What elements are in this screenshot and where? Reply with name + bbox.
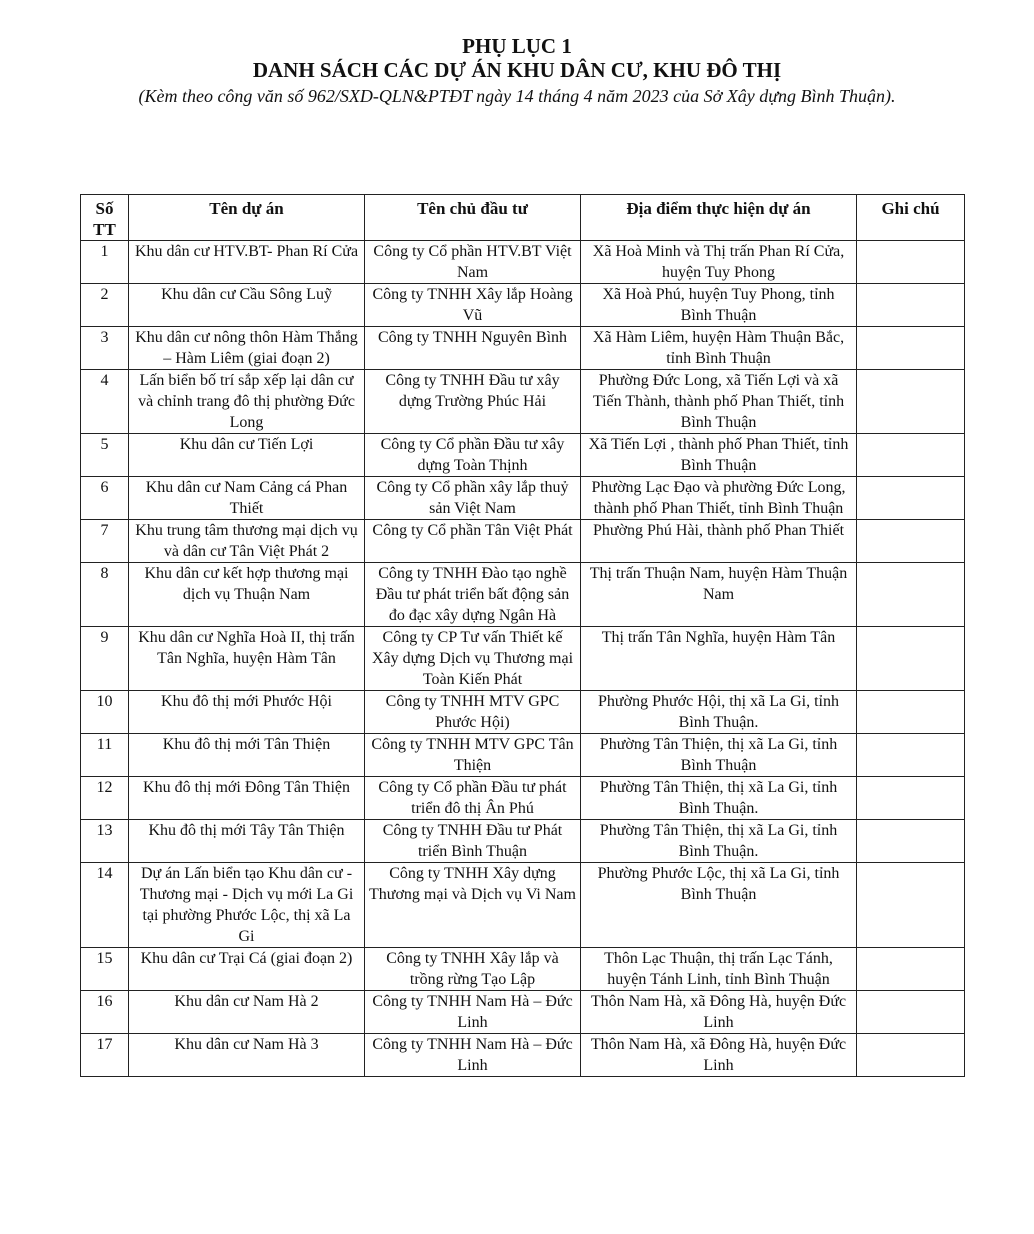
- cell-location: Thôn Nam Hà, xã Đông Hà, huyện Đức Linh: [581, 1034, 857, 1077]
- cell-location: Thôn Nam Hà, xã Đông Hà, huyện Đức Linh: [581, 991, 857, 1034]
- table-row: [81, 327, 965, 370]
- cell-investor: Công ty Cổ phần Đầu tư phát triển đô thị Ân Phú: [365, 777, 581, 820]
- cell-no: 13: [81, 820, 129, 863]
- cell-no: 9: [81, 627, 129, 691]
- cell-note: [857, 284, 965, 327]
- cell-note: [857, 434, 965, 477]
- document-header: [0, 34, 1034, 108]
- cell-investor: Công ty TNHH Đầu tư Phát triển Bình Thuận: [365, 820, 581, 863]
- cell-investor: Công ty TNHH Nguyên Bình: [365, 327, 581, 370]
- table-row: [81, 1034, 965, 1077]
- table-row: [81, 991, 965, 1034]
- document-page: [0, 34, 1034, 1234]
- cell-note: [857, 863, 965, 948]
- cell-no: 15: [81, 948, 129, 991]
- table-row: [81, 520, 965, 563]
- cell-project: Khu dân cư HTV.BT- Phan Rí Cửa: [129, 241, 365, 284]
- cell-location: Phường Đức Long, xã Tiến Lợi và xã Tiến Thành, thành phố Phan Thiết, tỉnh Bình Thuận: [581, 370, 857, 434]
- cell-location: Xã Hàm Liêm, huyện Hàm Thuận Bắc, tỉnh Bình Thuận: [581, 327, 857, 370]
- table-row: [81, 777, 965, 820]
- cell-investor: Công ty TNHH Đào tạo nghề Đầu tư phát triển bất động sản đo đạc xây dựng Ngân Hà: [365, 563, 581, 627]
- cell-investor: Công ty TNHH Nam Hà – Đức Linh: [365, 1034, 581, 1077]
- cell-project: Khu dân cư Nam Hà 2: [129, 991, 365, 1034]
- projects-table: [80, 194, 965, 1077]
- table-row: [81, 477, 965, 520]
- cell-note: [857, 627, 965, 691]
- cell-note: [857, 777, 965, 820]
- cell-no: 2: [81, 284, 129, 327]
- list-title: DANH SÁCH CÁC DỰ ÁN KHU DÂN CƯ, KHU ĐÔ THỊ: [252, 58, 782, 82]
- cell-no: 4: [81, 370, 129, 434]
- cell-note: [857, 520, 965, 563]
- cell-investor: Công ty TNHH MTV GPC Phước Hội): [365, 691, 581, 734]
- cell-location: Phường Tân Thiện, thị xã La Gi, tỉnh Bình Thuận: [581, 734, 857, 777]
- cell-location: Phường Phú Hài, thành phố Phan Thiết: [581, 520, 857, 563]
- cell-location: Thị trấn Thuận Nam, huyện Hàm Thuận Nam: [581, 563, 857, 627]
- cell-location: Phường Phước Hội, thị xã La Gi, tỉnh Bình Thuận.: [581, 691, 857, 734]
- cell-project: Khu dân cư Nghĩa Hoà II, thị trấn Tân Nghĩa, huyện Hàm Tân: [129, 627, 365, 691]
- table-row: [81, 691, 965, 734]
- cell-project: Khu trung tâm thương mại dịch vụ và dân cư Tân Việt Phát 2: [129, 520, 365, 563]
- cell-no: 10: [81, 691, 129, 734]
- cell-investor: Công ty Cổ phần xây lắp thuỷ sản Việt Nam: [365, 477, 581, 520]
- cell-no: 8: [81, 563, 129, 627]
- cell-note: [857, 820, 965, 863]
- header-no: Số TT: [81, 195, 129, 241]
- table-row: [81, 627, 965, 691]
- table-row: [81, 434, 965, 477]
- cell-note: [857, 734, 965, 777]
- cell-project: Khu dân cư Nam Hà 3: [129, 1034, 365, 1077]
- cell-project: Khu đô thị mới Đông Tân Thiện: [129, 777, 365, 820]
- table-row: [81, 948, 965, 991]
- cell-location: Xã Hoà Phú, huyện Tuy Phong, tỉnh Bình Thuận: [581, 284, 857, 327]
- cell-project: Khu dân cư Tiến Lợi: [129, 434, 365, 477]
- cell-investor: Công ty Cổ phần HTV.BT Việt Nam: [365, 241, 581, 284]
- cell-note: [857, 1034, 965, 1077]
- cell-project: Lấn biển bố trí sắp xếp lại dân cư và chỉnh trang đô thị phường Đức Long: [129, 370, 365, 434]
- table-row: [81, 284, 965, 327]
- cell-investor: Công ty CP Tư vấn Thiết kế Xây dựng Dịch vụ Thương mại Toàn Kiến Phát: [365, 627, 581, 691]
- cell-note: [857, 948, 965, 991]
- cell-no: 16: [81, 991, 129, 1034]
- table-row: [81, 563, 965, 627]
- cell-note: [857, 327, 965, 370]
- cell-investor: Công ty TNHH MTV GPC Tân Thiện: [365, 734, 581, 777]
- cell-location: Xã Tiến Lợi , thành phố Phan Thiết, tỉnh Bình Thuận: [581, 434, 857, 477]
- cell-project: Dự án Lấn biển tạo Khu dân cư - Thương mại - Dịch vụ mới La Gi tại phường Phước Lộc, thị xã La Gi: [129, 863, 365, 948]
- cell-project: Khu dân cư Nam Cảng cá Phan Thiết: [129, 477, 365, 520]
- cell-project: Khu dân cư Trại Cá (giai đoạn 2): [129, 948, 365, 991]
- cell-location: Phường Tân Thiện, thị xã La Gi, tỉnh Bình Thuận.: [581, 777, 857, 820]
- cell-project: Khu đô thị mới Phước Hội: [129, 691, 365, 734]
- cell-no: 11: [81, 734, 129, 777]
- cell-no: 12: [81, 777, 129, 820]
- reference-note: (Kèm theo công văn số 962/SXD-QLN&PTĐT ngày 14 tháng 4 năm 2023 của Sở Xây dựng Bình Thuận).: [138, 86, 896, 106]
- header-location: Địa điểm thực hiện dự án: [581, 195, 857, 241]
- cell-project: Khu đô thị mới Tây Tân Thiện: [129, 820, 365, 863]
- cell-note: [857, 477, 965, 520]
- cell-no: 5: [81, 434, 129, 477]
- cell-location: Phường Lạc Đạo và phường Đức Long, thành phố Phan Thiết, tỉnh Bình Thuận: [581, 477, 857, 520]
- cell-project: Khu dân cư nông thôn Hàm Thắng – Hàm Liêm (giai đoạn 2): [129, 327, 365, 370]
- cell-investor: Công ty TNHH Nam Hà – Đức Linh: [365, 991, 581, 1034]
- cell-investor: Công ty TNHH Xây lắp Hoàng Vũ: [365, 284, 581, 327]
- cell-investor: Công ty Cổ phần Tân Việt Phát: [365, 520, 581, 563]
- appendix-title: PHỤ LỤC 1: [462, 34, 572, 58]
- cell-note: [857, 691, 965, 734]
- cell-location: Phường Phước Lộc, thị xã La Gi, tỉnh Bình Thuận: [581, 863, 857, 948]
- table-header-row: [81, 195, 965, 241]
- cell-note: [857, 563, 965, 627]
- header-note: Ghi chú: [857, 195, 965, 241]
- cell-no: 3: [81, 327, 129, 370]
- cell-no: 7: [81, 520, 129, 563]
- cell-project: Khu dân cư kết hợp thương mại dịch vụ Thuận Nam: [129, 563, 365, 627]
- cell-note: [857, 370, 965, 434]
- cell-note: [857, 241, 965, 284]
- table-row: [81, 863, 965, 948]
- cell-location: Thị trấn Tân Nghĩa, huyện Hàm Tân: [581, 627, 857, 691]
- cell-location: Thôn Lạc Thuận, thị trấn Lạc Tánh, huyện Tánh Linh, tỉnh Bình Thuận: [581, 948, 857, 991]
- cell-no: 17: [81, 1034, 129, 1077]
- cell-project: Khu dân cư Cầu Sông Luỹ: [129, 284, 365, 327]
- cell-investor: Công ty TNHH Xây lắp và trồng rừng Tạo Lập: [365, 948, 581, 991]
- cell-investor: Công ty TNHH Xây dựng Thương mại và Dịch vụ Vi Nam: [365, 863, 581, 948]
- cell-location: Xã Hoà Minh và Thị trấn Phan Rí Cửa, huyện Tuy Phong: [581, 241, 857, 284]
- cell-no: 14: [81, 863, 129, 948]
- cell-no: 1: [81, 241, 129, 284]
- cell-note: [857, 991, 965, 1034]
- table-row: [81, 820, 965, 863]
- cell-project: Khu đô thị mới Tân Thiện: [129, 734, 365, 777]
- table-body: [81, 241, 965, 1077]
- header-investor: Tên chủ đầu tư: [365, 195, 581, 241]
- header-project: Tên dự án: [129, 195, 365, 241]
- cell-no: 6: [81, 477, 129, 520]
- table-row: [81, 241, 965, 284]
- table-row: [81, 370, 965, 434]
- cell-location: Phường Tân Thiện, thị xã La Gi, tỉnh Bình Thuận.: [581, 820, 857, 863]
- cell-investor: Công ty Cổ phần Đầu tư xây dựng Toàn Thịnh: [365, 434, 581, 477]
- table-row: [81, 734, 965, 777]
- cell-investor: Công ty TNHH Đầu tư xây dựng Trường Phúc Hải: [365, 370, 581, 434]
